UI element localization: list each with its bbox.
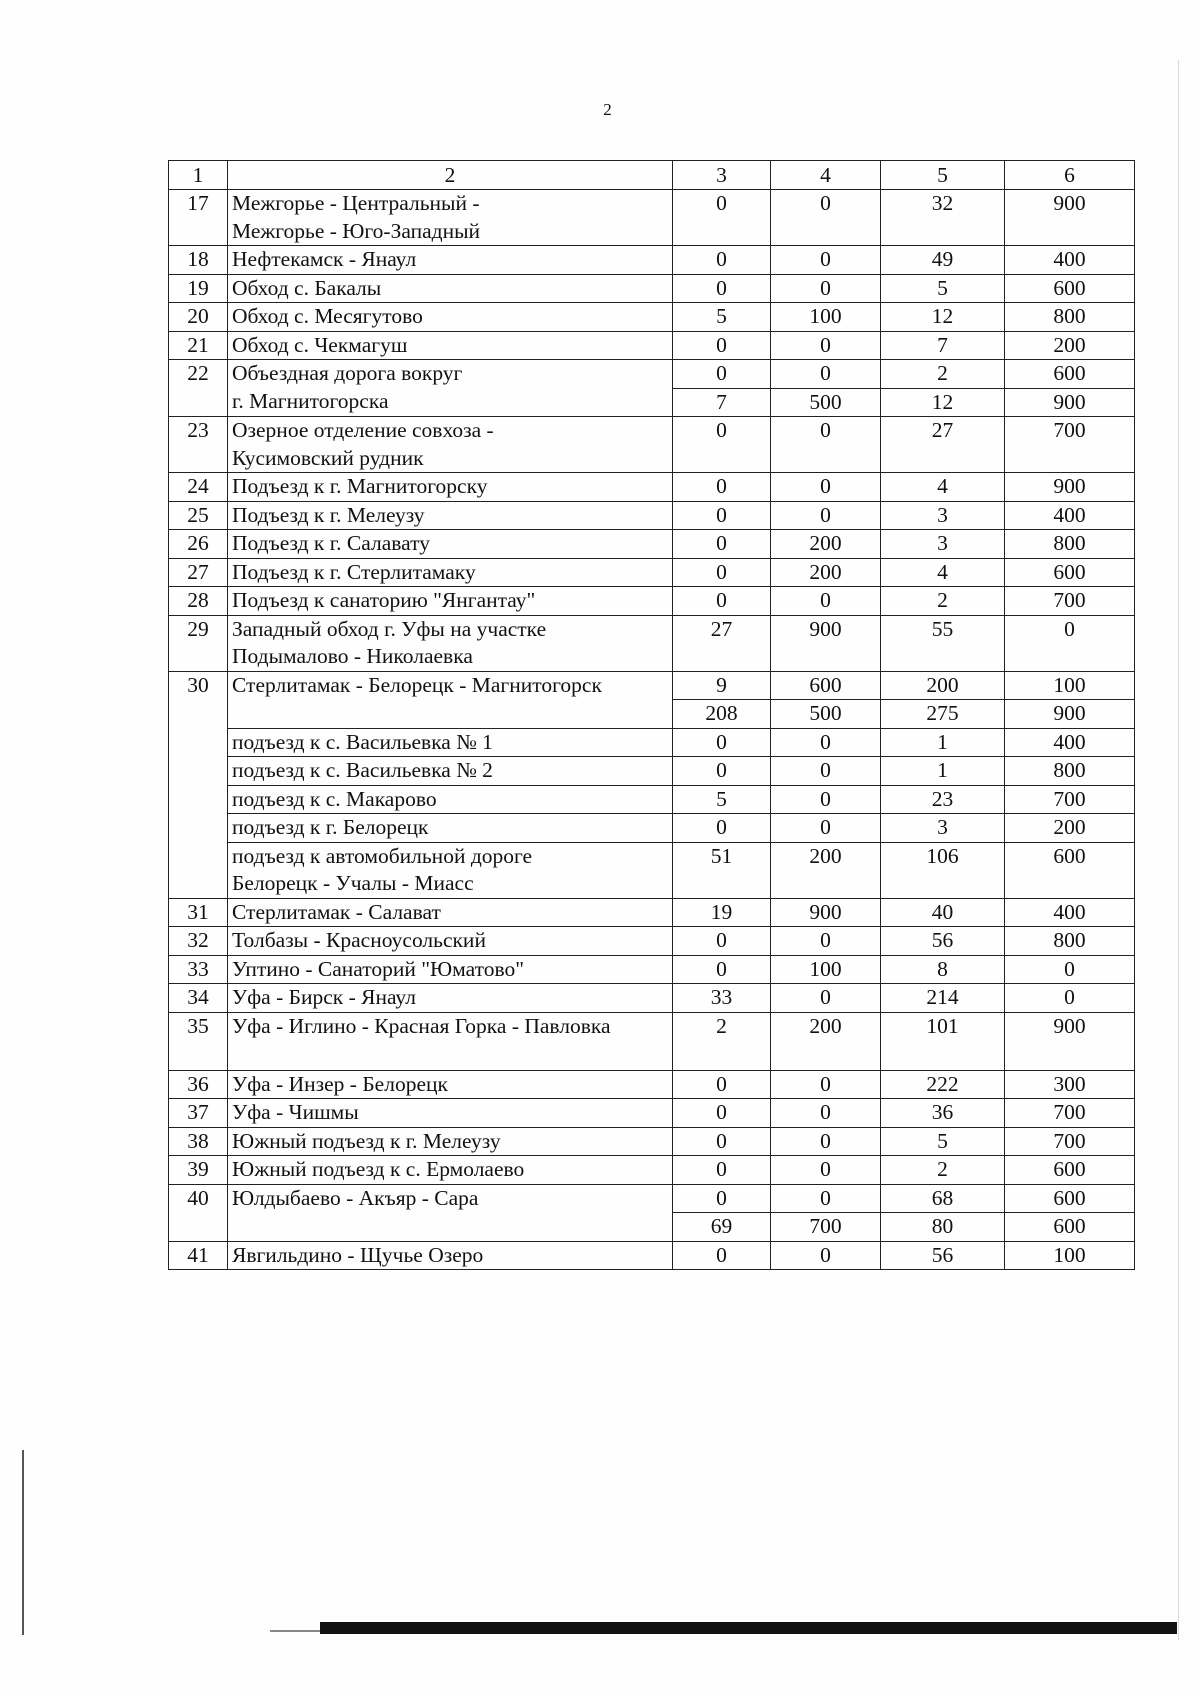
value-cell-col3: 0 (673, 1070, 771, 1099)
value-cell-col5: 1 (881, 757, 1005, 786)
roads-table (168, 160, 1135, 1270)
value-cell-col4: 0 (771, 757, 881, 786)
value-cell-col6: 900 (1005, 388, 1135, 417)
road-name: Толбазы - Красноусольский (228, 927, 673, 956)
value-cell-col6: 200 (1005, 331, 1135, 360)
value-cell-col5: 36 (881, 1099, 1005, 1128)
table-row (169, 274, 1135, 303)
table-row (169, 927, 1135, 956)
value-cell-col4: 900 (771, 898, 881, 927)
value-cell-col3: 0 (673, 530, 771, 559)
value-cell-col3: 0 (673, 1156, 771, 1185)
value-cell-col6: 600 (1005, 842, 1135, 898)
value-cell-col6: 100 (1005, 1241, 1135, 1270)
value-cell-col6: 700 (1005, 785, 1135, 814)
value-cell-col3: 7 (673, 388, 771, 417)
value-cell-col6: 0 (1005, 615, 1135, 671)
value-cell-col6: 400 (1005, 898, 1135, 927)
value-cell-col3: 0 (673, 190, 771, 246)
table-row (169, 417, 1135, 473)
row-number (169, 728, 228, 757)
road-name: Уптино - Санаторий "Юматово" (228, 955, 673, 984)
value-cell-col6: 400 (1005, 246, 1135, 275)
row-number: 22 (169, 360, 228, 417)
value-cell-col4: 0 (771, 814, 881, 843)
value-cell-col3: 33 (673, 984, 771, 1013)
road-name: Озерное отделение совхоза - Кусимовский рудник (228, 417, 673, 473)
header-cell-3: 3 (673, 161, 771, 190)
value-cell-col3: 0 (673, 814, 771, 843)
value-cell-col3: 0 (673, 501, 771, 530)
value-cell-col6: 400 (1005, 501, 1135, 530)
row-number: 32 (169, 927, 228, 956)
road-name: Явгильдино - Щучье Озеро (228, 1241, 673, 1270)
value-cell-col3: 0 (673, 274, 771, 303)
value-cell-col5: 12 (881, 388, 1005, 417)
road-name: Западный обход г. Уфы на участке Подымалово - Николаевка (228, 615, 673, 671)
row-number: 28 (169, 587, 228, 616)
value-cell-col4: 0 (771, 1070, 881, 1099)
row-number: 27 (169, 558, 228, 587)
value-cell-col6: 100 (1005, 671, 1135, 700)
value-cell-col5: 214 (881, 984, 1005, 1013)
value-cell-col3: 0 (673, 360, 771, 389)
table-row (169, 303, 1135, 332)
road-name: Подъезд к г. Мелеузу (228, 501, 673, 530)
value-cell-col3: 0 (673, 728, 771, 757)
value-cell-col5: 56 (881, 1241, 1005, 1270)
table-row (169, 814, 1135, 843)
row-number: 35 (169, 1012, 228, 1070)
value-cell-col3: 0 (673, 473, 771, 502)
value-cell-col3: 5 (673, 303, 771, 332)
value-cell-col4: 600 (771, 671, 881, 700)
value-cell-col6: 200 (1005, 814, 1135, 843)
table-row (169, 1241, 1135, 1270)
value-cell-col4: 900 (771, 615, 881, 671)
value-cell-col3: 27 (673, 615, 771, 671)
header-cell-6: 6 (1005, 161, 1135, 190)
value-cell-col6: 800 (1005, 927, 1135, 956)
scan-bottom-bar (320, 1622, 1177, 1634)
road-name: Подъезд к г. Стерлитамаку (228, 558, 673, 587)
row-number: 21 (169, 331, 228, 360)
table-row (169, 558, 1135, 587)
row-number: 30 (169, 671, 228, 728)
table-row (169, 501, 1135, 530)
value-cell-col5: 101 (881, 1012, 1005, 1070)
row-number: 19 (169, 274, 228, 303)
row-number: 31 (169, 898, 228, 927)
road-name: Обход с. Бакалы (228, 274, 673, 303)
table-row (169, 587, 1135, 616)
table-header-row (169, 161, 1135, 190)
table-row (169, 530, 1135, 559)
value-cell-col5: 8 (881, 955, 1005, 984)
value-cell-col4: 0 (771, 417, 881, 473)
value-cell-col6: 700 (1005, 417, 1135, 473)
value-cell-col4: 0 (771, 927, 881, 956)
value-cell-col5: 200 (881, 671, 1005, 700)
value-cell-col6: 600 (1005, 274, 1135, 303)
road-name: Уфа - Инзер - Белорецк (228, 1070, 673, 1099)
scan-edge-left (22, 1450, 24, 1635)
value-cell-col4: 0 (771, 331, 881, 360)
value-cell-col5: 2 (881, 360, 1005, 389)
value-cell-col4: 0 (771, 473, 881, 502)
value-cell-col4: 200 (771, 530, 881, 559)
value-cell-col5: 3 (881, 530, 1005, 559)
road-name: Стерлитамак - Белорецк - Магнитогорск (228, 671, 673, 728)
table-row (169, 1156, 1135, 1185)
row-number: 20 (169, 303, 228, 332)
road-name: Межгорье - Центральный - Межгорье - Юго-Западный (228, 190, 673, 246)
value-cell-col3: 0 (673, 1184, 771, 1213)
table-row (169, 955, 1135, 984)
value-cell-col3: 0 (673, 246, 771, 275)
value-cell-col5: 55 (881, 615, 1005, 671)
value-cell-col6: 600 (1005, 1213, 1135, 1242)
value-cell-col6: 900 (1005, 473, 1135, 502)
value-cell-col6: 600 (1005, 360, 1135, 389)
value-cell-col3: 0 (673, 1099, 771, 1128)
value-cell-col4: 0 (771, 1127, 881, 1156)
value-cell-col4: 700 (771, 1213, 881, 1242)
value-cell-col5: 7 (881, 331, 1005, 360)
value-cell-col3: 0 (673, 331, 771, 360)
value-cell-col5: 40 (881, 898, 1005, 927)
table-row (169, 1184, 1135, 1213)
value-cell-col4: 0 (771, 587, 881, 616)
value-cell-col3: 0 (673, 1127, 771, 1156)
value-cell-col6: 600 (1005, 558, 1135, 587)
value-cell-col6: 700 (1005, 1099, 1135, 1128)
header-cell-5: 5 (881, 161, 1005, 190)
value-cell-col6: 900 (1005, 700, 1135, 729)
road-name: Уфа - Бирск - Янаул (228, 984, 673, 1013)
value-cell-col6: 0 (1005, 955, 1135, 984)
value-cell-col3: 0 (673, 1241, 771, 1270)
table-row (169, 246, 1135, 275)
header-cell-2: 2 (228, 161, 673, 190)
value-cell-col3: 0 (673, 587, 771, 616)
value-cell-col6: 600 (1005, 1184, 1135, 1213)
header-cell-1: 1 (169, 161, 228, 190)
value-cell-col5: 4 (881, 473, 1005, 502)
value-cell-col3: 208 (673, 700, 771, 729)
table-row (169, 473, 1135, 502)
row-number: 18 (169, 246, 228, 275)
value-cell-col4: 0 (771, 1184, 881, 1213)
value-cell-col3: 0 (673, 955, 771, 984)
value-cell-col4: 0 (771, 1156, 881, 1185)
road-name: Нефтекамск - Янаул (228, 246, 673, 275)
row-number: 24 (169, 473, 228, 502)
road-name: подъезд к с. Васильевка № 2 (228, 757, 673, 786)
value-cell-col6: 400 (1005, 728, 1135, 757)
value-cell-col6: 800 (1005, 757, 1135, 786)
table-row (169, 671, 1135, 700)
table-row (169, 842, 1135, 898)
value-cell-col5: 3 (881, 501, 1005, 530)
road-name: Уфа - Чишмы (228, 1099, 673, 1128)
value-cell-col4: 0 (771, 246, 881, 275)
value-cell-col6: 700 (1005, 1127, 1135, 1156)
value-cell-col3: 51 (673, 842, 771, 898)
road-name: Подъезд к санаторию "Янгантау" (228, 587, 673, 616)
value-cell-col6: 900 (1005, 1012, 1135, 1070)
scan-edge-right (1178, 60, 1179, 1640)
row-number: 33 (169, 955, 228, 984)
value-cell-col3: 0 (673, 417, 771, 473)
value-cell-col6: 600 (1005, 1156, 1135, 1185)
value-cell-col3: 0 (673, 927, 771, 956)
value-cell-col5: 5 (881, 1127, 1005, 1156)
value-cell-col5: 2 (881, 587, 1005, 616)
road-name: Стерлитамак - Салават (228, 898, 673, 927)
value-cell-col6: 0 (1005, 984, 1135, 1013)
value-cell-col6: 800 (1005, 303, 1135, 332)
row-number: 25 (169, 501, 228, 530)
row-number: 17 (169, 190, 228, 246)
value-cell-col4: 0 (771, 728, 881, 757)
road-name: Обход с. Месягутово (228, 303, 673, 332)
row-number: 34 (169, 984, 228, 1013)
row-number (169, 814, 228, 843)
road-name: Уфа - Иглино - Красная Горка - Павловка (228, 1012, 673, 1070)
table-row (169, 984, 1135, 1013)
value-cell-col3: 5 (673, 785, 771, 814)
road-name: подъезд к г. Белорецк (228, 814, 673, 843)
value-cell-col6: 800 (1005, 530, 1135, 559)
value-cell-col5: 275 (881, 700, 1005, 729)
value-cell-col5: 4 (881, 558, 1005, 587)
value-cell-col5: 68 (881, 1184, 1005, 1213)
page-number: 2 (603, 100, 612, 119)
value-cell-col3: 0 (673, 558, 771, 587)
value-cell-col4: 0 (771, 1241, 881, 1270)
road-name: Обход с. Чекмагуш (228, 331, 673, 360)
table-row (169, 728, 1135, 757)
value-cell-col4: 200 (771, 558, 881, 587)
value-cell-col3: 19 (673, 898, 771, 927)
table-row (169, 1127, 1135, 1156)
road-name: подъезд к с. Макарово (228, 785, 673, 814)
table-row (169, 1070, 1135, 1099)
row-number: 29 (169, 615, 228, 671)
value-cell-col4: 0 (771, 501, 881, 530)
value-cell-col5: 56 (881, 927, 1005, 956)
table-row (169, 1012, 1135, 1070)
value-cell-col4: 500 (771, 700, 881, 729)
table-row (169, 615, 1135, 671)
header-cell-4: 4 (771, 161, 881, 190)
value-cell-col5: 49 (881, 246, 1005, 275)
value-cell-col5: 12 (881, 303, 1005, 332)
row-number: 39 (169, 1156, 228, 1185)
road-name: Южный подъезд к г. Мелеузу (228, 1127, 673, 1156)
row-number (169, 785, 228, 814)
value-cell-col5: 1 (881, 728, 1005, 757)
table-row (169, 190, 1135, 246)
value-cell-col4: 500 (771, 388, 881, 417)
row-number: 26 (169, 530, 228, 559)
road-name: Юлдыбаево - Акъяр - Сара (228, 1184, 673, 1241)
road-name: Южный подъезд к с. Ермолаево (228, 1156, 673, 1185)
row-number (169, 757, 228, 786)
value-cell-col5: 32 (881, 190, 1005, 246)
table-row (169, 785, 1135, 814)
value-cell-col3: 9 (673, 671, 771, 700)
row-number: 37 (169, 1099, 228, 1128)
value-cell-col5: 23 (881, 785, 1005, 814)
table-row (169, 898, 1135, 927)
table-row (169, 360, 1135, 389)
value-cell-col6: 900 (1005, 190, 1135, 246)
value-cell-col5: 222 (881, 1070, 1005, 1099)
value-cell-col4: 0 (771, 1099, 881, 1128)
road-name: подъезд к с. Васильевка № 1 (228, 728, 673, 757)
value-cell-col5: 5 (881, 274, 1005, 303)
row-number (169, 842, 228, 898)
value-cell-col3: 2 (673, 1012, 771, 1070)
value-cell-col4: 100 (771, 303, 881, 332)
value-cell-col5: 80 (881, 1213, 1005, 1242)
value-cell-col4: 0 (771, 984, 881, 1013)
road-name: подъезд к автомобильной дороге Белорецк - Учалы - Миасс (228, 842, 673, 898)
table-row (169, 1099, 1135, 1128)
value-cell-col5: 27 (881, 417, 1005, 473)
value-cell-col4: 100 (771, 955, 881, 984)
road-name: Подъезд к г. Магнитогорску (228, 473, 673, 502)
value-cell-col4: 0 (771, 360, 881, 389)
value-cell-col5: 3 (881, 814, 1005, 843)
value-cell-col4: 0 (771, 785, 881, 814)
road-name: Подъезд к г. Салавату (228, 530, 673, 559)
road-name: Объездная дорога вокруг г. Магнитогорска (228, 360, 673, 417)
table-row (169, 331, 1135, 360)
row-number: 41 (169, 1241, 228, 1270)
value-cell-col3: 0 (673, 757, 771, 786)
value-cell-col3: 69 (673, 1213, 771, 1242)
value-cell-col5: 2 (881, 1156, 1005, 1185)
row-number: 23 (169, 417, 228, 473)
row-number: 38 (169, 1127, 228, 1156)
table-row (169, 757, 1135, 786)
row-number: 40 (169, 1184, 228, 1241)
value-cell-col4: 0 (771, 274, 881, 303)
value-cell-col6: 300 (1005, 1070, 1135, 1099)
row-number: 36 (169, 1070, 228, 1099)
value-cell-col4: 200 (771, 842, 881, 898)
value-cell-col4: 0 (771, 190, 881, 246)
value-cell-col5: 106 (881, 842, 1005, 898)
value-cell-col6: 700 (1005, 587, 1135, 616)
value-cell-col4: 200 (771, 1012, 881, 1070)
